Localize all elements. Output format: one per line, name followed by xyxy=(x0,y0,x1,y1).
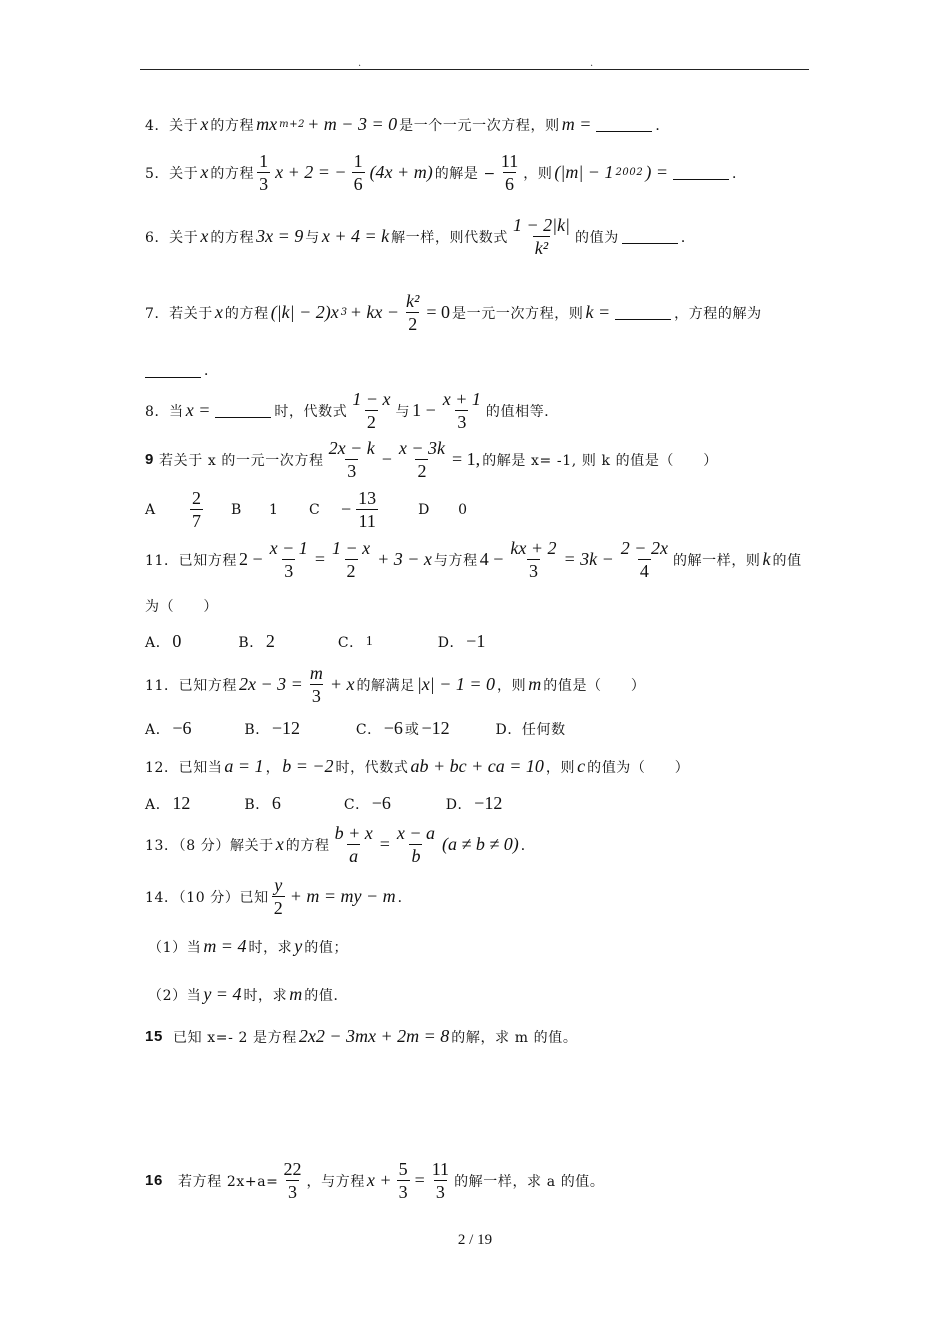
denominator: 3 xyxy=(398,1182,408,1202)
text: ． xyxy=(680,229,696,246)
math: x xyxy=(200,162,209,182)
option-value: 1 xyxy=(365,633,373,649)
math: m = 4 xyxy=(203,936,247,956)
math: c xyxy=(577,756,586,776)
option-value: 0 xyxy=(172,631,182,651)
fraction xyxy=(350,388,392,433)
fraction xyxy=(190,487,203,532)
question-12-options xyxy=(145,793,504,814)
fraction xyxy=(330,537,372,582)
fraction xyxy=(257,150,270,195)
math: x xyxy=(200,226,209,246)
option-value: 1 xyxy=(269,501,279,518)
math: = xyxy=(314,549,325,569)
option-value: 0 xyxy=(458,501,468,518)
text: 14．（10 分）已知 xyxy=(145,889,269,906)
text: ，则 xyxy=(545,759,576,776)
math: (|m| − 1 xyxy=(554,162,614,182)
question-9-options xyxy=(145,487,468,532)
denominator: 3 xyxy=(435,1182,445,1202)
math: 2 − xyxy=(239,549,263,569)
numerator: 1 xyxy=(259,151,269,171)
question-11a-continued xyxy=(145,596,218,616)
math: m = xyxy=(561,114,592,134)
numerator: 11 xyxy=(431,1159,450,1179)
math: y xyxy=(294,936,303,956)
fraction xyxy=(430,1158,451,1203)
text: 的解一样，求 a 的值。 xyxy=(454,1173,605,1190)
text: 是一个一元一次方程，则 xyxy=(399,117,560,134)
fraction xyxy=(272,874,285,919)
question-6 xyxy=(145,214,695,259)
fraction xyxy=(499,150,520,195)
text: 的值为（ ） xyxy=(587,759,690,776)
denominator: 6 xyxy=(353,174,363,194)
denominator: b xyxy=(411,846,421,866)
fraction xyxy=(308,662,325,707)
text: 的值为 xyxy=(575,229,619,246)
math: x xyxy=(200,114,209,134)
text: ，则 xyxy=(523,165,553,182)
math: ) = xyxy=(645,162,668,182)
math: k = xyxy=(585,302,611,322)
text: 11．已知方程 xyxy=(145,677,238,694)
text: 时，代数式 xyxy=(335,759,409,776)
question-14-part-1 xyxy=(148,936,348,957)
denominator: 3 xyxy=(284,561,294,581)
option-value: −12 xyxy=(271,718,300,738)
question-12 xyxy=(145,756,689,777)
math: − xyxy=(341,499,352,519)
question-7 xyxy=(145,290,762,335)
text: 的解满足 xyxy=(356,677,415,694)
text: 时，代数式 xyxy=(274,403,348,420)
denominator: 11 xyxy=(358,511,376,531)
math: + kx − xyxy=(349,302,399,322)
question-11b-options xyxy=(145,718,566,739)
text: 11．已知方程 xyxy=(145,552,238,569)
math: = xyxy=(379,834,390,854)
denominator: 3 xyxy=(259,174,269,194)
question-5 xyxy=(145,150,747,195)
math: m xyxy=(289,984,303,1004)
option-value: −12 xyxy=(474,793,503,813)
text: 的解，求 m 的值。 xyxy=(451,1029,578,1046)
question-14 xyxy=(145,874,412,919)
text: 若关于 x 的一元一次方程 xyxy=(159,452,324,469)
numerator: x − a xyxy=(396,823,436,843)
text: ，方程的解为 xyxy=(674,305,762,322)
math: x + xyxy=(366,1170,392,1190)
question-11b xyxy=(145,662,645,707)
question-number: 16 xyxy=(145,1172,163,1189)
text: 解一样，则代数式 xyxy=(391,229,508,246)
option-label[interactable]: A． xyxy=(145,796,171,813)
text: 为（ ） xyxy=(145,599,218,615)
text: 的值是（ ） xyxy=(543,677,646,694)
text: 与方程 xyxy=(433,552,478,569)
header-dot: . xyxy=(358,58,362,69)
text: 的方程 xyxy=(224,305,269,322)
fraction xyxy=(508,537,558,582)
numerator: 5 xyxy=(398,1159,408,1179)
option-value: −6 xyxy=(383,718,403,738)
denominator: a xyxy=(349,846,359,866)
fraction xyxy=(511,214,572,259)
fraction xyxy=(397,437,447,482)
numerator: 22 xyxy=(283,1159,302,1179)
fraction xyxy=(404,290,421,335)
math: 2x2 − 3mx + 2m = 8 xyxy=(298,1026,450,1046)
math: x xyxy=(214,302,223,322)
numerator: m xyxy=(309,663,323,683)
math-sup: 2002 xyxy=(615,167,644,178)
option-label[interactable]: C． xyxy=(337,634,364,651)
numerator: 1 − 2|k| xyxy=(512,215,571,235)
option-label[interactable]: C． xyxy=(355,721,382,738)
text: 12．已知当 xyxy=(145,759,223,776)
math: − xyxy=(381,449,392,469)
question-9 xyxy=(145,437,718,482)
text: 6．关于 xyxy=(145,229,199,246)
text: ，则 xyxy=(497,677,527,694)
text: 时，求 xyxy=(248,939,293,956)
option-value: −6 xyxy=(371,793,391,813)
math: + x xyxy=(329,674,355,694)
fraction xyxy=(333,822,375,867)
numerator: y xyxy=(274,875,283,895)
math: + 3 − x xyxy=(377,549,432,569)
numerator: x + 1 xyxy=(442,389,481,409)
text: 的解一样，则 xyxy=(672,552,761,569)
text: 的方程 xyxy=(210,117,255,134)
math: = 3k − xyxy=(563,549,614,569)
denominator: 3 xyxy=(311,686,321,706)
option-label[interactable]: D． xyxy=(437,634,465,651)
fraction xyxy=(619,537,670,582)
math: y = 4 xyxy=(203,984,242,1004)
option-value: 12 xyxy=(172,793,191,813)
denominator: 4 xyxy=(639,561,649,581)
text: 已知 x=- 2 是方程 xyxy=(173,1029,297,1046)
text: 5．关于 xyxy=(145,165,199,182)
option-label[interactable]: D． xyxy=(445,796,473,813)
fraction xyxy=(441,388,483,433)
numerator: 1 − x xyxy=(352,389,391,409)
denominator: 3 xyxy=(347,461,357,481)
text: （2）当 xyxy=(148,987,202,1004)
text: 是一元一次方程，则 xyxy=(452,305,584,322)
text: ． xyxy=(520,837,536,854)
option-label[interactable]: B． xyxy=(244,721,270,738)
text: 与 xyxy=(395,403,411,420)
fraction xyxy=(282,1158,304,1203)
math-sup: 3 xyxy=(340,307,348,318)
numerator: x − 3k xyxy=(398,438,446,458)
text: 的值； xyxy=(304,939,349,956)
denominator: 3 xyxy=(528,561,538,581)
denominator: 2 xyxy=(417,461,427,481)
question-13 xyxy=(145,822,535,867)
text: ． xyxy=(204,363,219,379)
text: 的值． xyxy=(304,987,349,1004)
question-16 xyxy=(145,1158,605,1203)
text: 7．若关于 xyxy=(145,305,213,322)
denominator: 2 xyxy=(346,561,356,581)
numerator: 2 xyxy=(192,488,201,508)
text: 的值相等． xyxy=(485,403,559,420)
numerator: 11 xyxy=(500,151,519,171)
text: 13．（8 分）解关于 xyxy=(145,837,274,854)
text: ，与方程 xyxy=(306,1173,365,1190)
math: x + 4 = k xyxy=(321,226,390,246)
option-value: 6 xyxy=(271,793,281,813)
answer-blank[interactable] xyxy=(596,117,652,132)
fraction xyxy=(268,537,310,582)
text: 4．关于 xyxy=(145,117,199,134)
numerator: 2 − 2x xyxy=(620,538,668,558)
answer-blank[interactable] xyxy=(615,305,671,320)
text: ， xyxy=(265,759,281,776)
fraction xyxy=(327,437,377,482)
denominator: 2 xyxy=(366,412,376,432)
numerator: x − 1 xyxy=(269,538,308,558)
text: ． xyxy=(731,165,747,182)
math: + m − 3 = 0 xyxy=(307,114,398,134)
answer-blank[interactable] xyxy=(145,363,201,378)
denominator: 2 xyxy=(408,314,418,334)
option-label[interactable]: D．任何数 xyxy=(495,721,566,738)
option-value: 2 xyxy=(265,631,275,651)
text: 或 xyxy=(404,721,420,738)
fraction xyxy=(395,822,437,867)
math: ab + bc + ca = 10 xyxy=(410,756,544,776)
text: 8．当 xyxy=(145,403,184,420)
fraction xyxy=(397,1158,410,1203)
answer-blank[interactable] xyxy=(622,229,678,244)
math: (4x + m) xyxy=(369,162,433,182)
math: 1 − xyxy=(412,400,436,420)
text: 若方程 2x+a= xyxy=(178,1173,279,1190)
option-label[interactable]: A xyxy=(145,501,156,518)
math-sup: m+2 xyxy=(279,119,306,130)
math: a = 1 xyxy=(224,756,264,776)
math: x xyxy=(275,834,284,854)
denominator: 6 xyxy=(505,174,515,194)
text: 的方程 xyxy=(210,165,255,182)
option-label[interactable]: B． xyxy=(238,634,264,651)
answer-blank[interactable] xyxy=(215,403,271,418)
denominator: 7 xyxy=(192,511,201,531)
math: = 0 xyxy=(426,302,451,322)
numerator: 2x − k xyxy=(328,438,375,458)
question-15 xyxy=(145,1026,577,1047)
option-value: −12 xyxy=(421,718,450,738)
question-8 xyxy=(145,388,559,433)
answer-blank[interactable] xyxy=(673,165,729,180)
denominator: 3 xyxy=(457,412,467,432)
denominator: 3 xyxy=(288,1182,298,1202)
question-14-part-2 xyxy=(148,984,348,1005)
math: (a ≠ b ≠ 0) xyxy=(442,834,519,854)
option-value: −1 xyxy=(466,631,486,651)
question-number: 9 xyxy=(145,451,154,468)
text: ． xyxy=(397,889,413,906)
numerator: kx + 2 xyxy=(510,538,557,558)
text: 的方程 xyxy=(285,837,330,854)
question-4 xyxy=(145,114,670,135)
text: 时，求 xyxy=(243,987,288,1004)
math: x = xyxy=(185,400,211,420)
math: 4 − xyxy=(479,549,504,569)
text: 的值 xyxy=(772,552,802,569)
math: mx xyxy=(256,114,278,134)
question-11a-options xyxy=(145,631,487,652)
text: 的解是 − xyxy=(434,165,496,182)
math: 2x − 3 = xyxy=(239,674,303,694)
denominator: k² xyxy=(534,238,549,258)
option-label[interactable]: D xyxy=(418,501,430,518)
question-11a xyxy=(145,537,802,582)
question-7-continued xyxy=(145,360,219,380)
numerator: 13 xyxy=(358,488,377,508)
math: x + 2 = − xyxy=(275,162,347,182)
fraction xyxy=(356,487,378,532)
option-label[interactable]: C xyxy=(309,501,321,518)
option-label[interactable]: C． xyxy=(343,796,370,813)
math: k xyxy=(762,549,771,569)
math: (|k| − 2)x xyxy=(270,302,339,322)
numerator: 1 − x xyxy=(331,538,371,558)
text: ． xyxy=(655,117,670,134)
option-label[interactable]: A． xyxy=(145,721,171,738)
math: = 1, xyxy=(452,449,481,469)
denominator: 2 xyxy=(273,898,283,918)
fraction xyxy=(352,150,365,195)
option-label[interactable]: B． xyxy=(244,796,270,813)
numerator: b + x xyxy=(334,823,373,843)
math: |x| − 1 = 0 xyxy=(416,674,496,694)
math: 3x = 9 xyxy=(256,226,304,246)
question-number: 15 xyxy=(145,1028,163,1045)
text: 与 xyxy=(305,229,320,246)
text: （1）当 xyxy=(148,939,202,956)
option-value: −6 xyxy=(172,718,192,738)
numerator: k² xyxy=(406,291,420,311)
math: = xyxy=(414,1170,425,1190)
text: 的解是 x= -1, 则 k 的值是（ ） xyxy=(482,452,718,469)
header-dot: . xyxy=(590,58,594,69)
header-rule xyxy=(140,69,809,70)
text: 的方程 xyxy=(210,229,255,246)
math: + m = my − m xyxy=(289,886,396,906)
math: m xyxy=(528,674,542,694)
option-label[interactable]: B xyxy=(231,501,242,518)
math: b = −2 xyxy=(282,756,334,776)
page-number: 2 / 19 xyxy=(457,1232,493,1248)
option-label[interactable]: A． xyxy=(145,634,171,651)
numerator: 1 xyxy=(353,151,363,171)
